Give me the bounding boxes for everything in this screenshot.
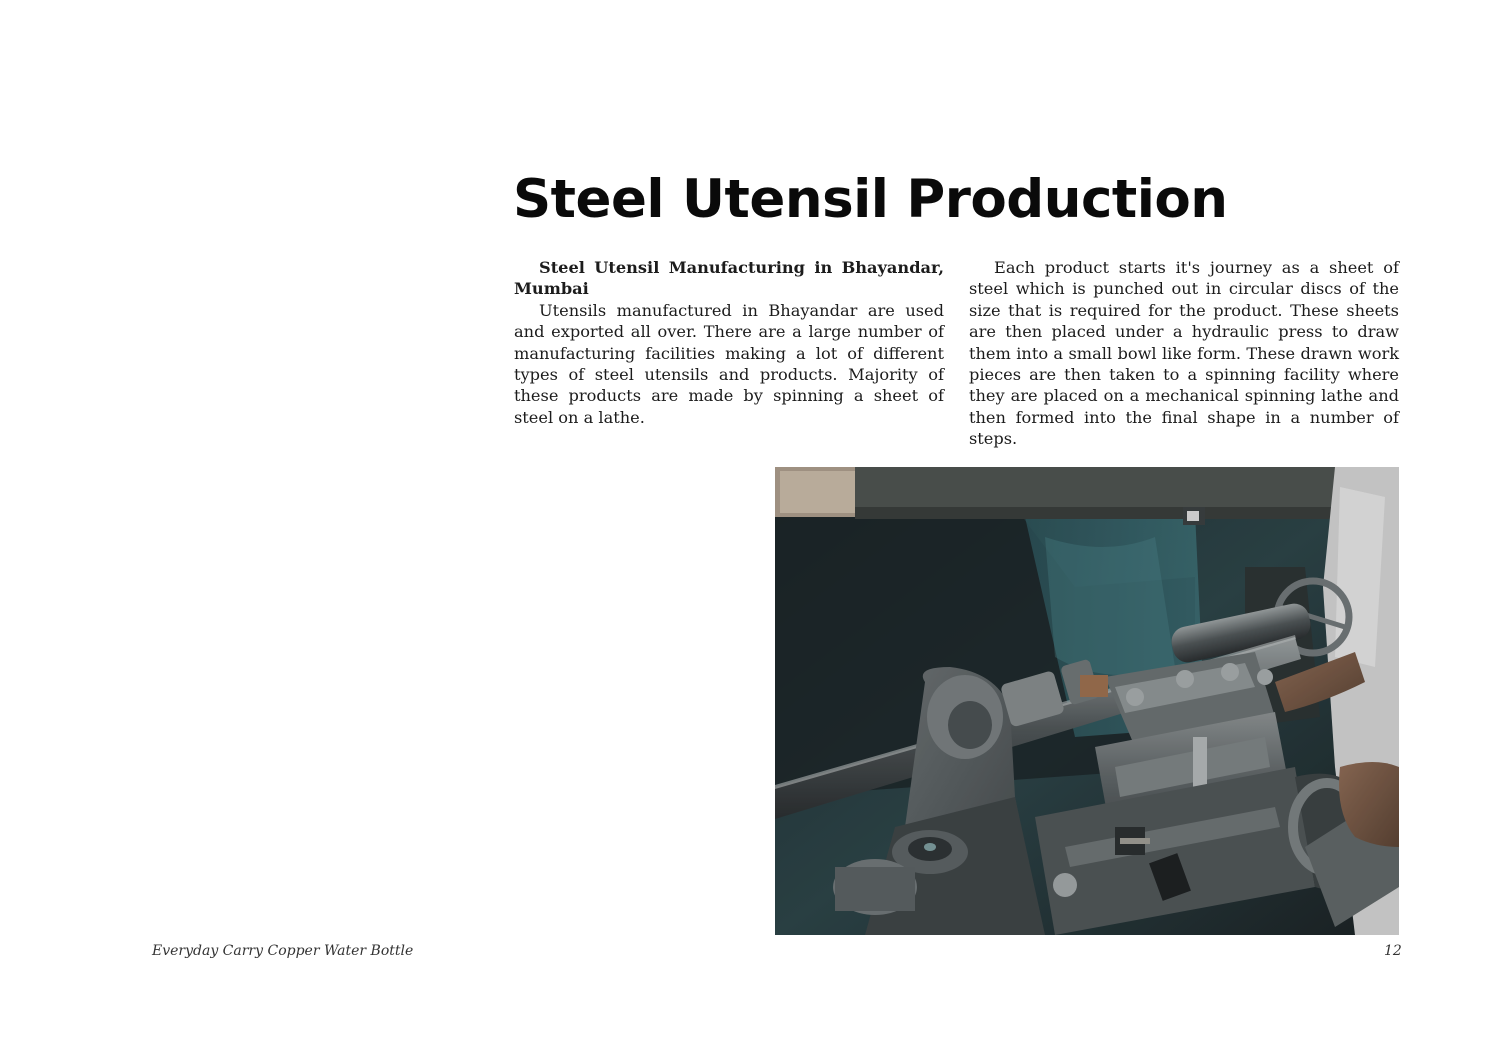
right-text-column <box>969 257 1399 450</box>
lathe-photo <box>775 467 1399 935</box>
section-subheading: Steel Utensil Manufacturing in Bhayandar, Mumbai <box>514 258 944 299</box>
right-body-paragraph: Each product starts it's journey as a sheet of steel which is punched out in circular discs of the size that is required for the product. These sheets are then placed under a hydraulic press to draw them into a small bowl like form. These drawn work pieces are then taken to a spinning facility where they are placed on a mechanical spinning lathe and then formed into the final shape in a number of steps. <box>969 258 1399 449</box>
left-body-paragraph: Utensils manufactured in Bhayandar are used and exported all over. There are a large number of manufacturing facilities making a lot of different types of steel utensils and products. Majority of these products are made by spinning a sheet of steel on a lathe. <box>514 300 944 427</box>
footer-page-number: 12 <box>1384 943 1402 959</box>
section-subheading-paragraph <box>514 257 944 300</box>
left-text-column <box>514 257 944 428</box>
lathe-photo-illustration <box>775 467 1399 935</box>
page-title: Steel Utensil Production <box>513 169 1228 230</box>
footer-book-title: Everyday Carry Copper Water Bottle <box>152 943 414 959</box>
